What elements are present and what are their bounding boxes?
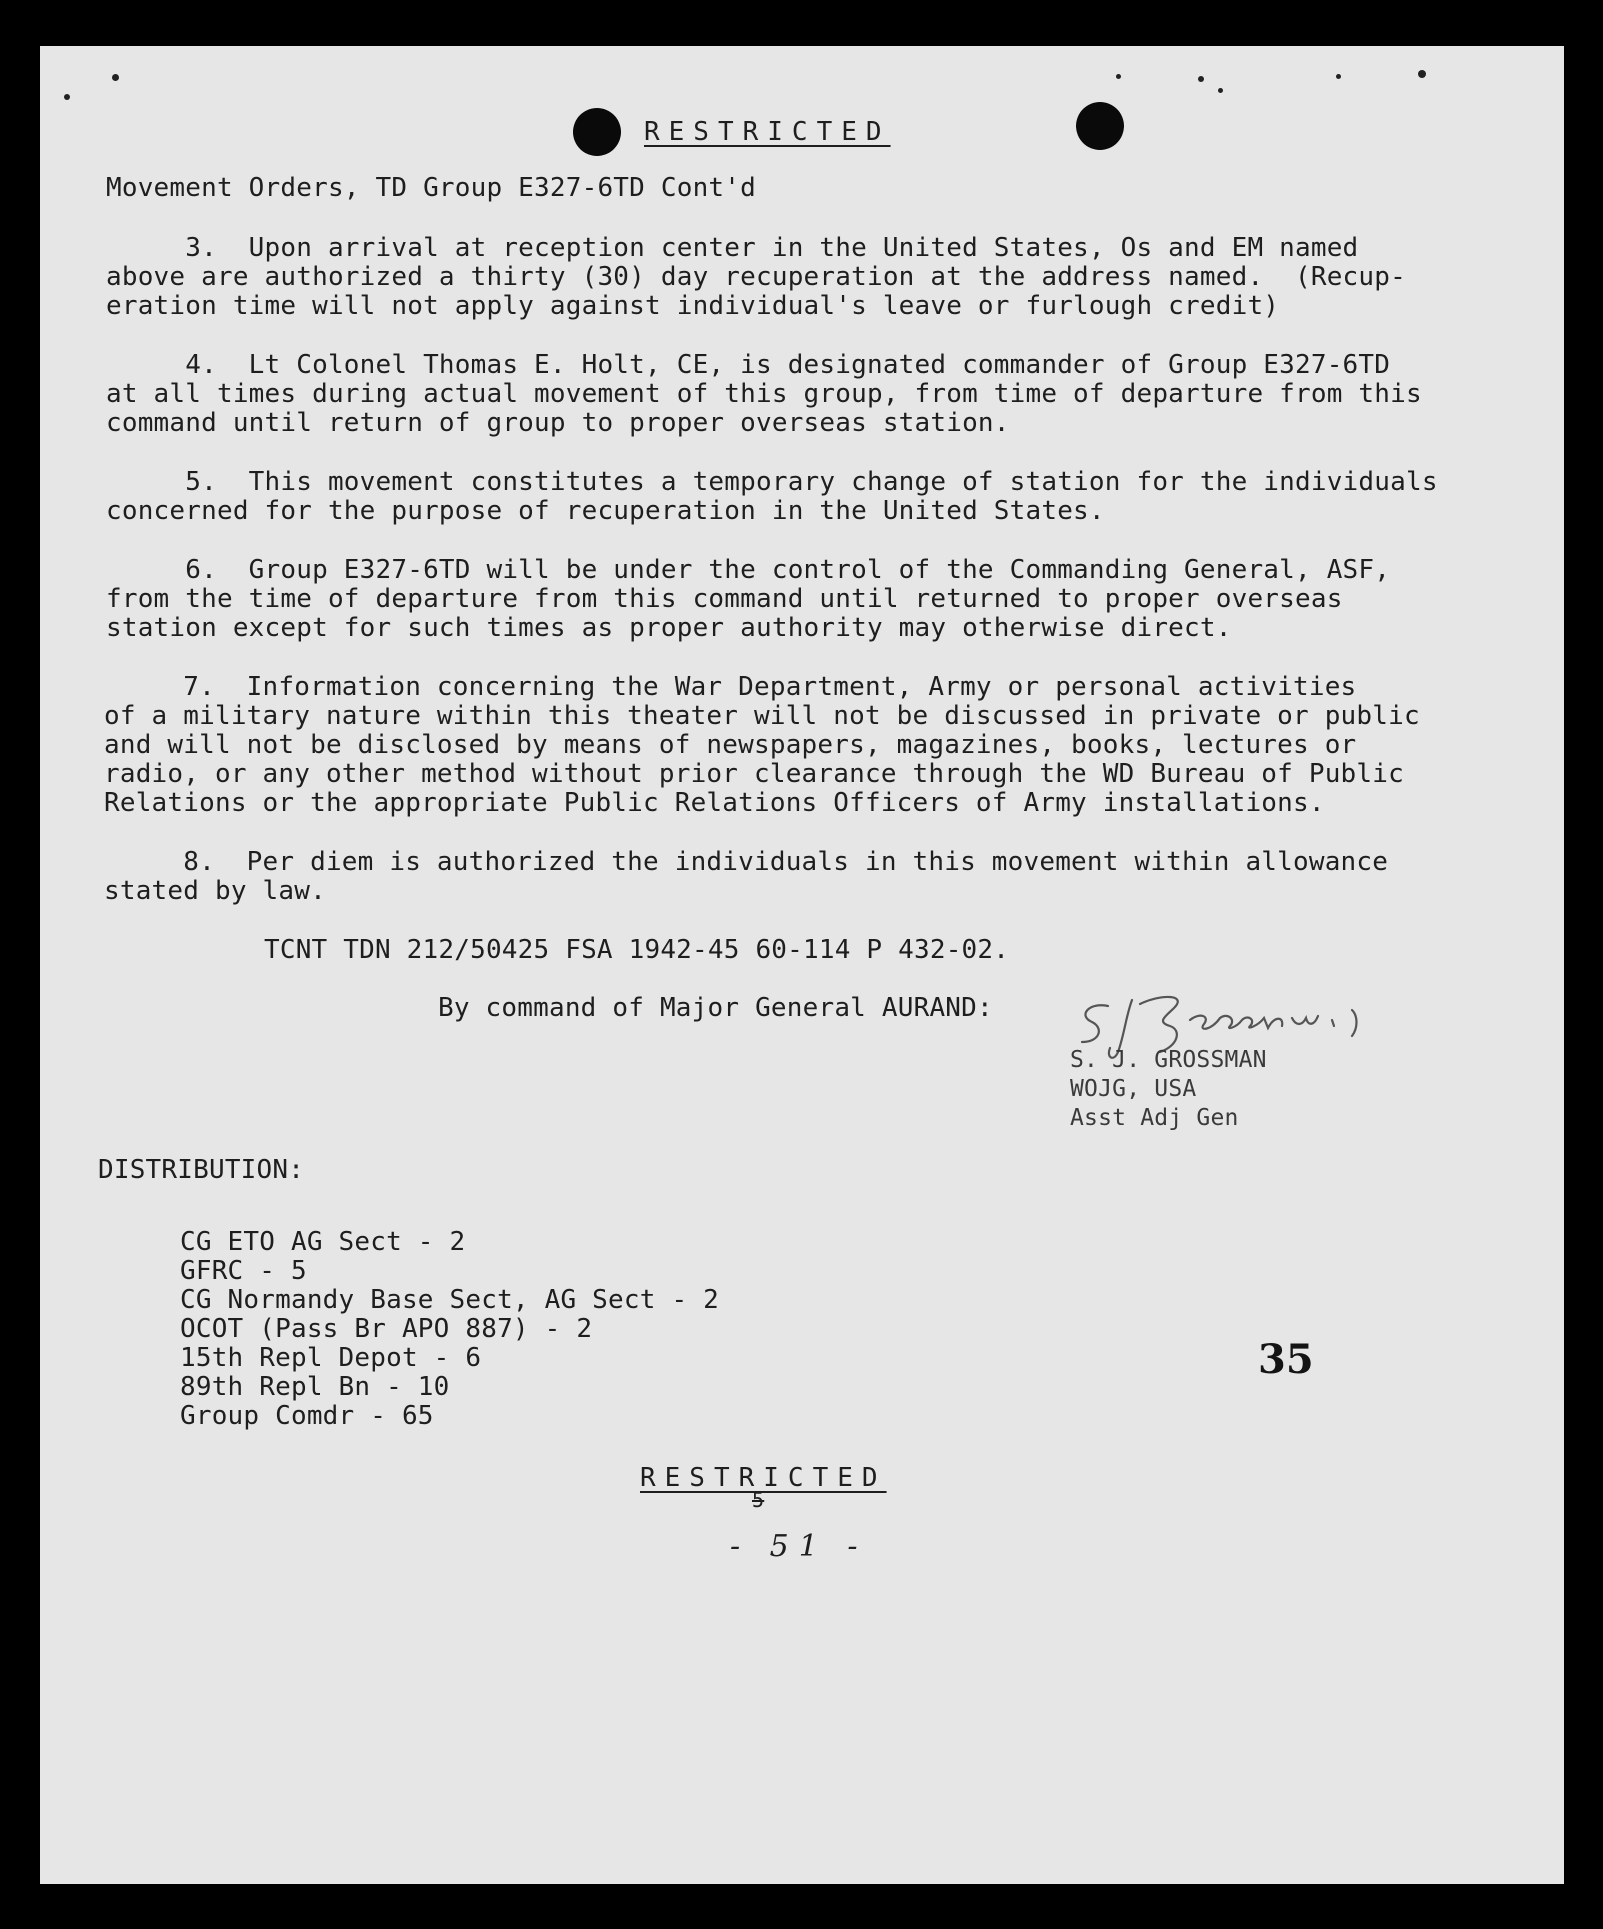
punch-hole-left xyxy=(573,108,621,156)
handwritten-page-number: - 51 - xyxy=(730,1529,868,1564)
distribution-item: GFRC - 5 xyxy=(180,1256,307,1286)
paragraph-line: at all times during actual movement of this group, from time of departure from this xyxy=(106,379,1422,409)
paragraph-line: 4. Lt Colonel Thomas E. Holt, CE, is designated commander of Group E327-6TD xyxy=(106,350,1391,380)
distribution-item: 89th Repl Bn - 10 xyxy=(180,1372,450,1402)
speck xyxy=(64,94,70,100)
footer-classification: RESTRICTED xyxy=(640,1463,887,1493)
paragraph-line: 8. Per diem is authorized the individuals in this movement within allowance xyxy=(104,847,1389,877)
speck xyxy=(112,74,119,81)
paragraph-line: radio, or any other method without prior clearance through the WD Bureau of Public xyxy=(104,759,1404,789)
document-page xyxy=(40,46,1564,1884)
punch-hole-right xyxy=(1076,102,1124,150)
paragraph-line: Relations or the appropriate Public Relations Officers of Army installations. xyxy=(104,788,1325,818)
funding-citation: TCNT TDN 212/50425 FSA 1942-45 60-114 P 432-02. xyxy=(264,935,1010,965)
distribution-item: Group Comdr - 65 xyxy=(180,1401,434,1431)
paragraph-line: 3. Upon arrival at reception center in the United States, Os and EM named xyxy=(106,233,1359,263)
speck xyxy=(1116,74,1121,79)
paragraph-line: stated by law. xyxy=(104,876,326,906)
signer-rank: WOJG, USA xyxy=(1070,1076,1197,1102)
distribution-heading: DISTRIBUTION: xyxy=(98,1155,305,1185)
paragraph-line: eration time will not apply against individual's leave or furlough credit) xyxy=(106,291,1280,321)
paragraph-line: concerned for the purpose of recuperation in the United States. xyxy=(106,496,1105,526)
paragraph-line: and will not be disclosed by means of newspapers, magazines, books, lectures or xyxy=(104,730,1357,760)
page-number-stamp: 35 xyxy=(1258,1336,1314,1383)
paragraph-line: 6. Group E327-6TD will be under the control of the Commanding General, ASF, xyxy=(106,555,1391,585)
paragraph-line: station except for such times as proper authority may otherwise direct. xyxy=(106,613,1232,643)
paragraph-line: 7. Information concerning the War Department, Army or personal activities xyxy=(104,672,1357,702)
distribution-item: OCOT (Pass Br APO 887) - 2 xyxy=(180,1314,593,1344)
distribution-item: CG ETO AG Sect - 2 xyxy=(180,1227,466,1257)
speck xyxy=(1418,70,1426,78)
header-classification: RESTRICTED xyxy=(644,117,891,147)
paragraph-line: of a military nature within this theater will not be discussed in private or public xyxy=(104,701,1420,731)
paragraph-line: 5. This movement constitutes a temporary change of station for the individuals xyxy=(106,467,1438,497)
command-line: By command of Major General AURAND: xyxy=(438,993,993,1023)
distribution-item: 15th Repl Depot - 6 xyxy=(180,1343,482,1373)
paragraph-line: command until return of group to proper overseas station. xyxy=(106,408,1010,438)
speck xyxy=(1336,74,1341,79)
signer-title: Asst Adj Gen xyxy=(1070,1105,1239,1131)
signer-name: S. J. GROSSMAN xyxy=(1070,1047,1267,1073)
speck xyxy=(1218,88,1223,93)
speck xyxy=(1198,76,1204,82)
typed-page-number: 5 xyxy=(752,1488,765,1512)
distribution-item: CG Normandy Base Sect, AG Sect - 2 xyxy=(180,1285,720,1315)
document-subject: Movement Orders, TD Group E327-6TD Cont'd xyxy=(106,173,756,203)
paragraph-line: from the time of departure from this command until returned to proper overseas xyxy=(106,584,1343,614)
paragraph-line: above are authorized a thirty (30) day recuperation at the address named. (Recup- xyxy=(106,262,1406,292)
